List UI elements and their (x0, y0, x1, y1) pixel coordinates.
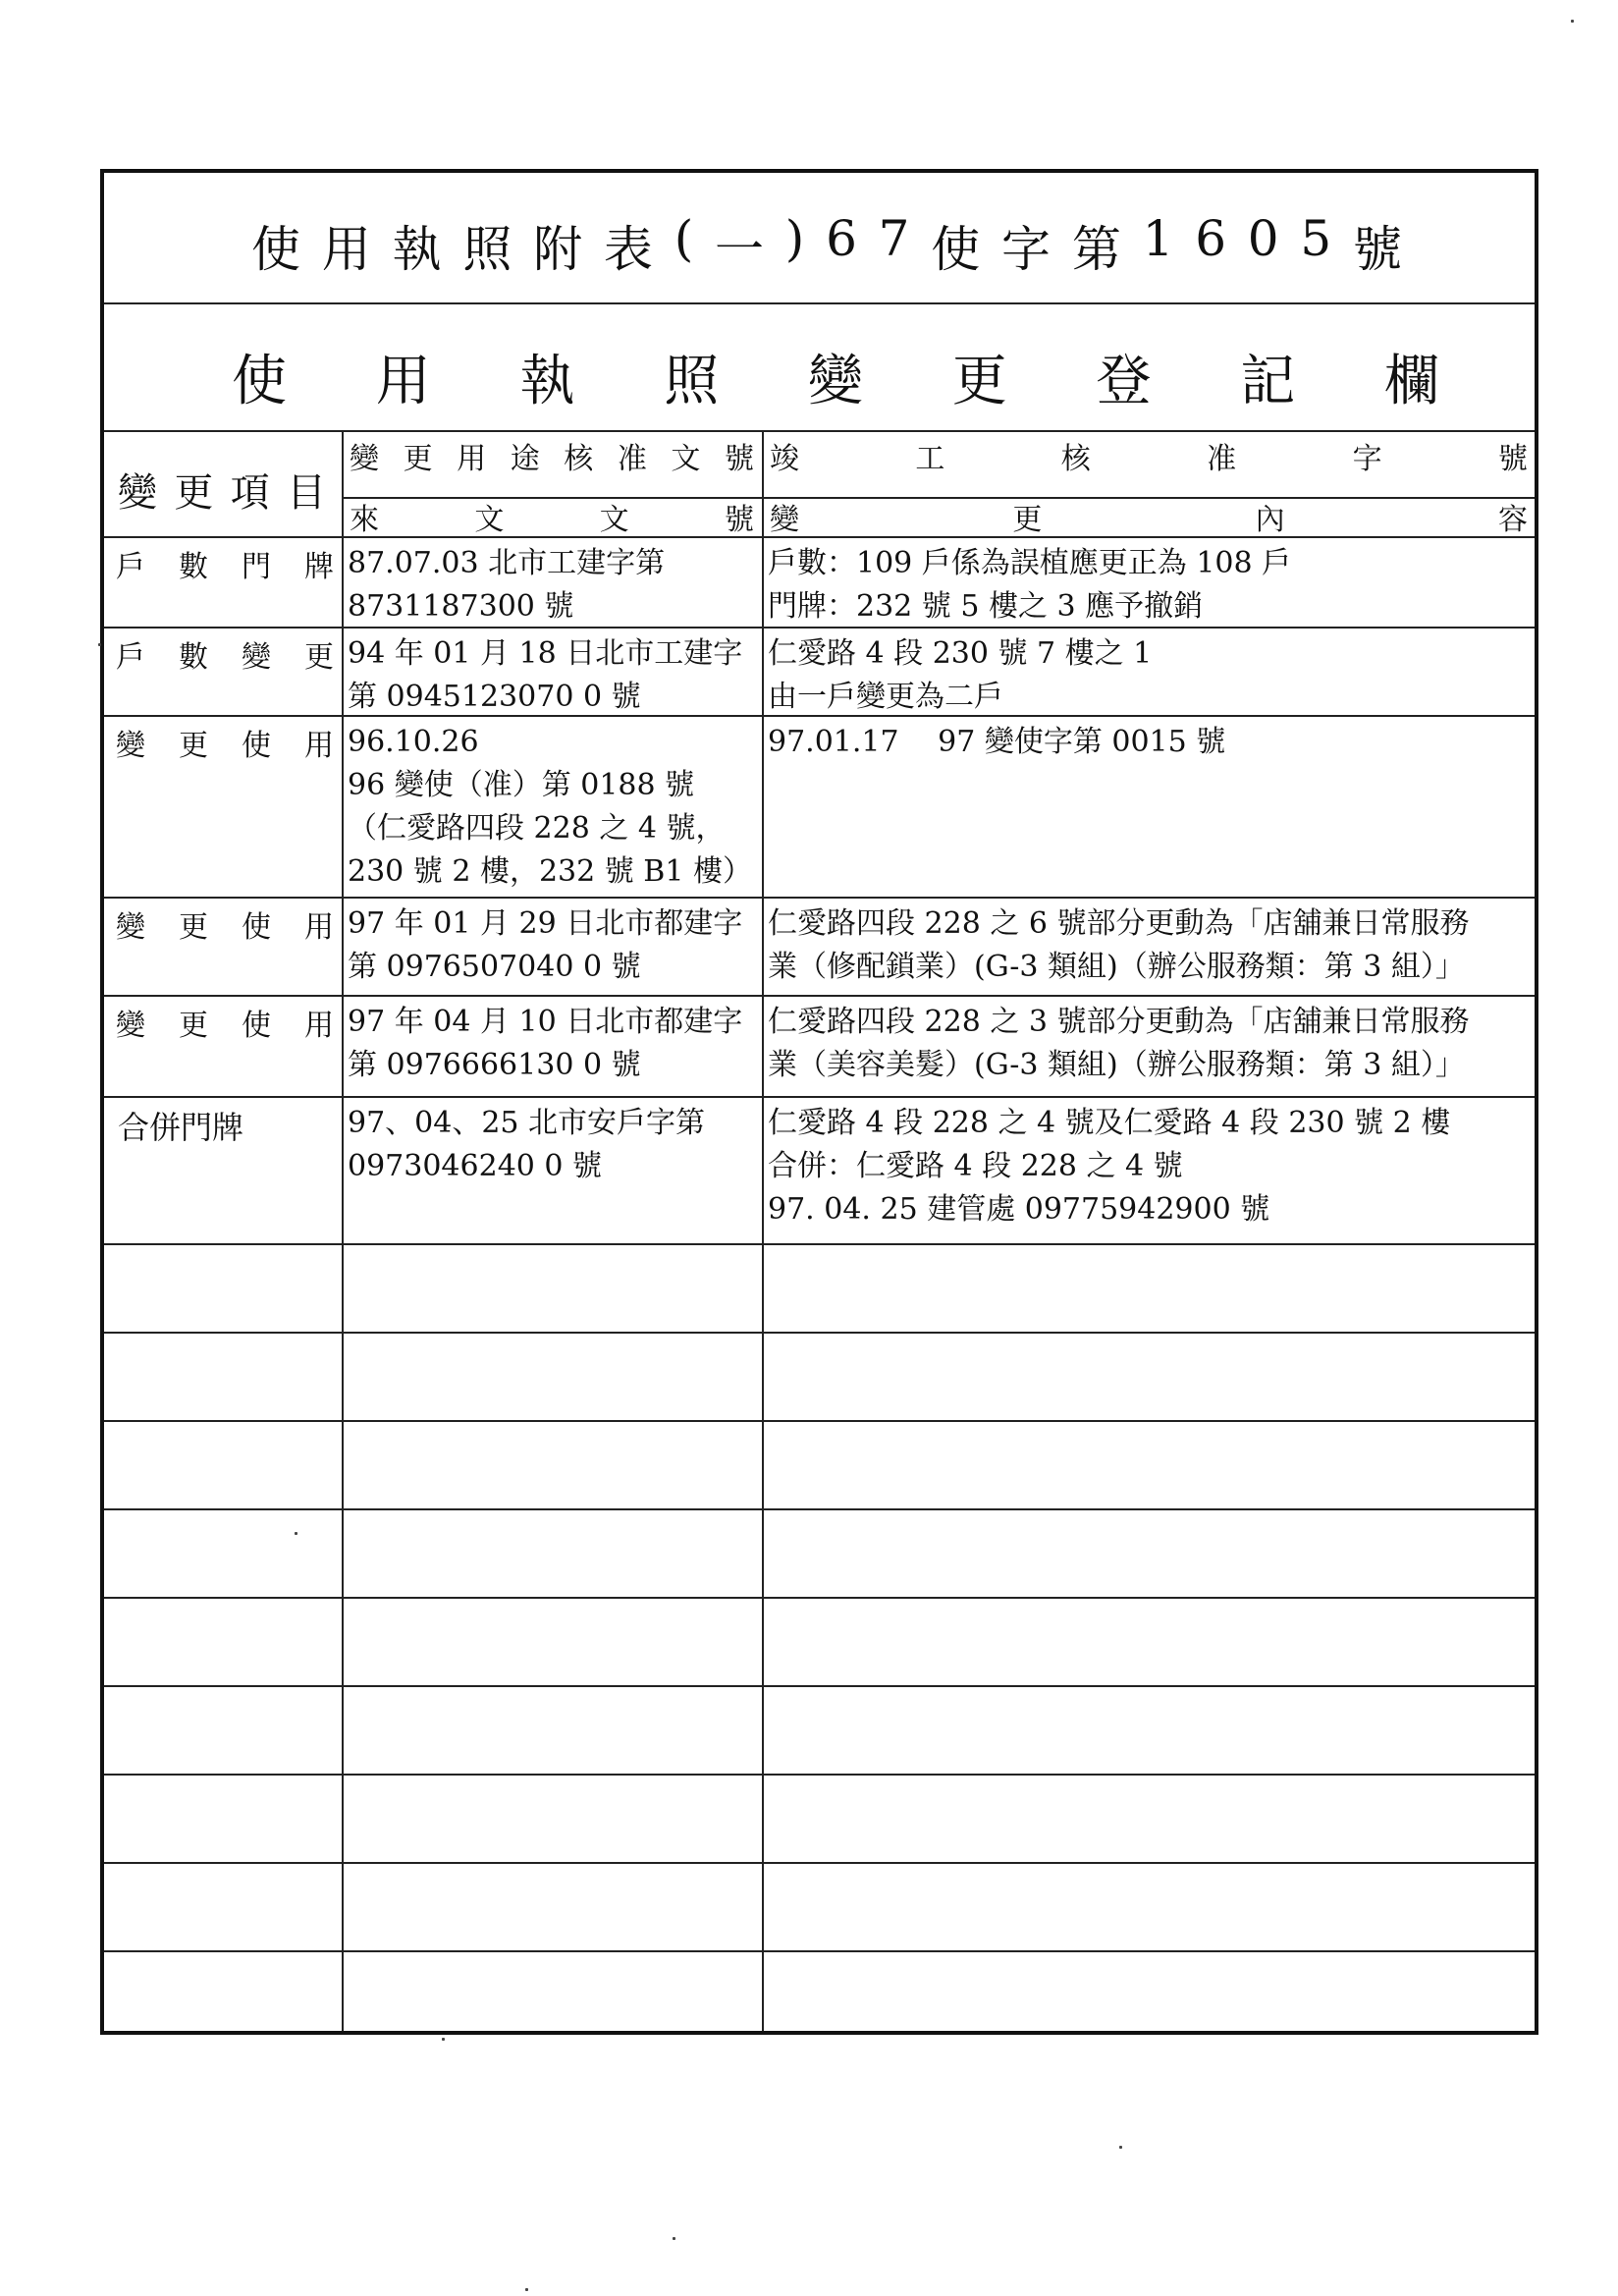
registration-form (100, 169, 1538, 2035)
doc-line: 第 0976507040 0 號 (348, 950, 641, 984)
content-line: 合併：仁愛路 4 段 228 之 4 號 (768, 1149, 1183, 1183)
empty-row (104, 1332, 1535, 1420)
content-line: 業（美容美髮）(G-3 類組)（辦公服務類：第 3 組）」 (768, 1048, 1465, 1082)
row-item: 戶 數 變 更 (116, 640, 334, 675)
doc-line: 97、04、25 北市安戶字第 (348, 1106, 706, 1140)
scan-speck (1571, 20, 1574, 23)
form-subtitle: 使 用 執 照 變 更 登 記 欄 (232, 350, 1439, 413)
row-doc (348, 1102, 705, 1188)
empty-row (104, 1685, 1535, 1774)
row-content (768, 1102, 1527, 1231)
row-doc (348, 1001, 742, 1087)
doc-line: 96.10.26 (348, 725, 479, 759)
scan-speck (525, 2288, 528, 2291)
doc-line: 97 年 01 月 29 日北市都建字 (348, 906, 743, 941)
scan-speck (673, 2237, 675, 2240)
row-item: 戶 數 門 牌 (116, 550, 334, 584)
rule (104, 302, 1535, 304)
form-title: 使 用 執 照 附 表 ( 一 ) 6 7 使 字 第 1 6 0 5 號 (251, 210, 1410, 278)
header-content-top: 竣 工 核 准 字 號 (770, 442, 1528, 476)
empty-row (104, 1508, 1535, 1597)
doc-line: 第 0945123070 0 號 (348, 680, 641, 714)
row-item: 合併門牌 (118, 1109, 244, 1146)
rule (104, 897, 1535, 899)
scan-speck (442, 2038, 445, 2041)
rule (104, 1096, 1535, 1098)
content-line: 仁愛路 4 段 228 之 4 號及仁愛路 4 段 230 號 2 樓 (768, 1106, 1451, 1140)
row-content (768, 902, 1527, 989)
row-content (768, 542, 1527, 629)
doc-line: 94 年 01 月 18 日北市工建字 (348, 636, 743, 671)
empty-row (104, 1597, 1535, 1685)
row-content (768, 1001, 1527, 1087)
content-line: 仁愛路 4 段 230 號 7 樓之 1 (768, 636, 1153, 671)
rule (104, 430, 1535, 432)
row-content (768, 721, 1527, 764)
content-line: 戶數：109 戶係為誤植應更正為 108 戶 (768, 546, 1292, 580)
doc-line: 96 變使（准）第 0188 號 (348, 768, 695, 802)
content-line: 97.01.17 97 變使字第 0015 號 (768, 725, 1226, 759)
content-line: 仁愛路四段 228 之 6 號部分更動為「店舖兼日常服務 (768, 906, 1470, 941)
scan-speck (1119, 2146, 1122, 2149)
header-doc-top: 變 更 用 途 核 准 文 號 (350, 442, 754, 476)
doc-line: 97 年 04 月 10 日北市都建字 (348, 1005, 743, 1039)
scan-speck (295, 1532, 297, 1535)
empty-row (104, 1862, 1535, 1950)
row-item: 變 更 使 用 (116, 1009, 334, 1043)
content-line: 門牌：232 號 5 樓之 3 應予撤銷 (768, 589, 1204, 624)
empty-row (104, 1950, 1535, 2031)
content-line: 仁愛路四段 228 之 3 號部分更動為「店舖兼日常服務 (768, 1005, 1470, 1039)
content-line: 業（修配鎖業）(G-3 類組)（辦公服務類：第 3 組）」 (768, 950, 1465, 984)
content-line: 由一戶變更為二戶 (768, 680, 1003, 714)
doc-line: 87.07.03 北市工建字第 (348, 546, 666, 580)
header-item: 變 更 項 目 (118, 470, 326, 516)
rule (104, 995, 1535, 997)
doc-line: 230 號 2 樓，232 號 B1 樓） (348, 854, 752, 889)
row-doc (348, 721, 752, 894)
doc-line: （仁愛路四段 228 之 4 號， (348, 811, 726, 846)
row-item: 變 更 使 用 (116, 729, 334, 763)
header-content-bottom: 變 更 內 容 (770, 503, 1528, 537)
row-doc (348, 632, 742, 719)
row-item: 變 更 使 用 (116, 910, 334, 945)
content-line: 97. 04. 25 建管處 09775942900 號 (768, 1192, 1270, 1227)
header-doc-bottom: 來 文 文 號 (350, 503, 754, 537)
empty-row (104, 1243, 1535, 1332)
empty-row (104, 1420, 1535, 1508)
row-content (768, 632, 1527, 719)
scan-speck (98, 643, 101, 646)
empty-row (104, 1774, 1535, 1862)
row-doc (348, 902, 742, 989)
doc-line: 第 0976666130 0 號 (348, 1048, 641, 1082)
doc-line: 0973046240 0 號 (348, 1149, 603, 1183)
doc-line: 8731187300 號 (348, 589, 574, 624)
row-doc (348, 542, 665, 629)
